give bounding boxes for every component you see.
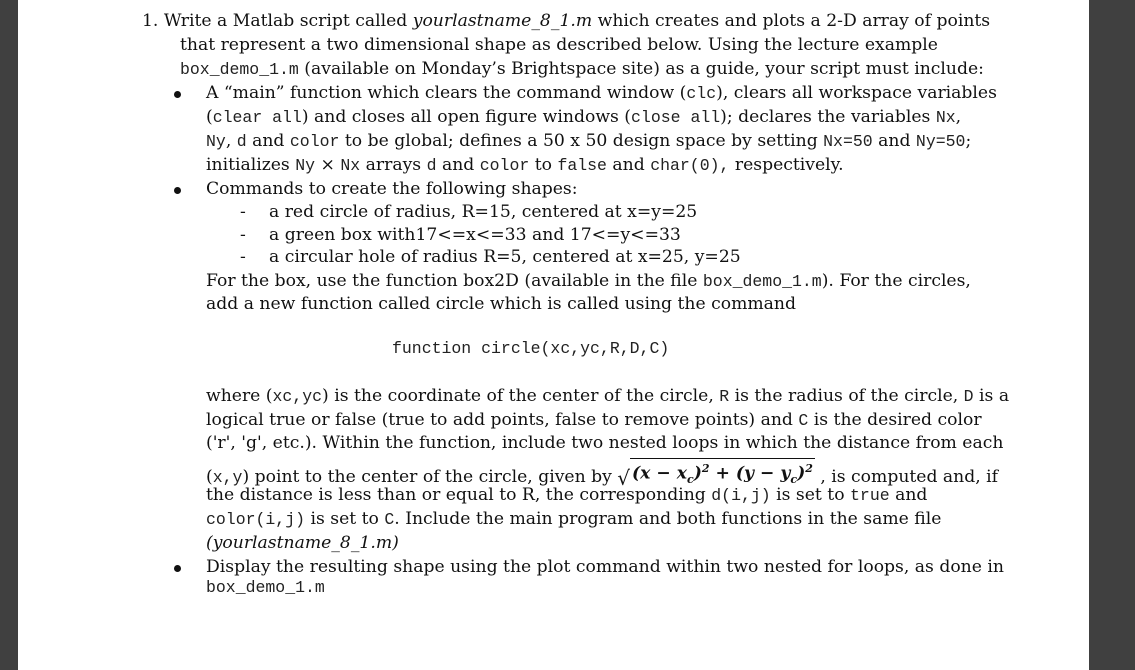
b2-para2-line6: color(i,j) is set to C. Include the main program and both functions in the same file <box>206 509 942 529</box>
b2-para2-line3: ('r', 'g', etc.). Within the function, include two nested loops in which the distance from each <box>206 433 1004 453</box>
item-number: 1. <box>142 11 159 31</box>
b2-para2-line2: logical true or false (true to add points, false to remove points) and C is the desired color <box>206 410 982 430</box>
b3-line2: box_demo_1.m <box>206 578 325 597</box>
item1-line2: that represent a two dimensional shape as described below. Using the lecture example <box>180 35 938 55</box>
bullet-1 <box>174 91 181 98</box>
shape-red-circle: a red circle of radius, R=15, centered at x=y=25 <box>269 202 698 222</box>
b2-line1: Commands to create the following shapes: <box>206 179 578 199</box>
filename: yourlastname_8_1.m <box>412 11 593 31</box>
b3-line1: Display the resulting shape using the plot command within two nested for loops, as done in <box>206 557 1004 577</box>
assignment-text <box>18 0 1089 670</box>
b2-para1-line1: For the box, use the function box2D (available in the file box_demo_1.m). For the circles, <box>206 271 971 291</box>
bullet-2 <box>174 187 181 194</box>
document-page <box>18 0 1089 670</box>
sub-dash-1: - <box>240 202 246 222</box>
b1-line3: Ny, d and color to be global; defines a 50 x 50 design space by setting Nx=50 and Ny=50; <box>206 131 972 151</box>
distance-formula: √ $(x - x_c)^2 + (y - y_c)^2$ <box>617 458 815 489</box>
b1-line4: initializes Ny × Nx arrays d and color to false and char(0), respectively. <box>206 155 844 175</box>
b2-para2-line4: (x,y) point to the center of the circle, given by √ $(x - x_c)^2 + (y - y_c)^2$ , is computed and, if <box>206 458 998 489</box>
shape-green-box: a green box with17<=x<=33 and 17<=y<=33 <box>269 225 681 245</box>
b1-line2: (clear all) and closes all open figure windows (close all); declares the variables Nx, <box>206 107 962 127</box>
b2-para2-line1: where (xc,yc) is the coordinate of the center of the circle, R is the radius of the circle, D is a <box>206 386 1010 406</box>
item1-line1: 1. Write a Matlab script called yourlastname_8_1.m which creates and plots a 2-D array of points <box>142 11 991 31</box>
shape-hole: a circular hole of radius R=5, centered at x=25, y=25 <box>269 247 741 267</box>
b2-para2-line5: the distance is less than or equal to R, the corresponding d(i,j) is set to true and <box>206 485 928 505</box>
b2-para2-line7: (yourlastname_8_1.m) <box>206 533 399 553</box>
sub-dash-3: - <box>240 247 246 267</box>
b1-line1: A “main” function which clears the command window (clc), clears all workspace variables <box>206 83 997 103</box>
item1-line3: box_demo_1.m (available on Monday’s Brightspace site) as a guide, your script must include: <box>180 59 984 79</box>
sub-dash-2: - <box>240 225 246 245</box>
bullet-3 <box>174 565 181 572</box>
b2-para1-line2: add a new function called circle which is called using the command <box>206 294 796 314</box>
code-line: function circle(xc,yc,R,D,C) <box>392 339 670 358</box>
